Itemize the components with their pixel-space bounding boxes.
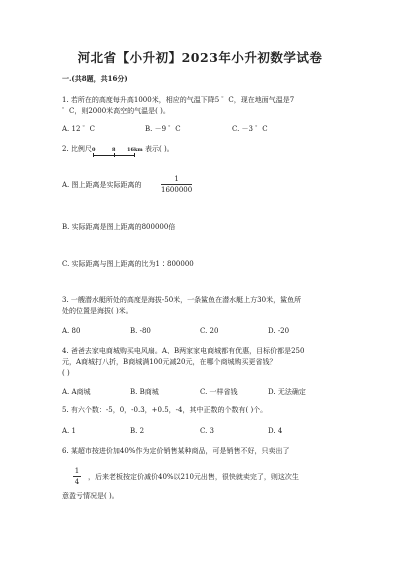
fraction-bar: [161, 184, 192, 185]
q2-option-c: C. 实际距离与图上距离的比为1∶800000: [62, 260, 194, 268]
scale-tick: [93, 153, 94, 157]
q5-option-a: A. 1: [62, 427, 76, 435]
q1-option-a: A. 12 ゜C: [62, 125, 95, 133]
q5-option-c: C. 3: [200, 427, 215, 435]
q6-line3: 意盈亏情况是( )。: [62, 492, 119, 500]
scale-label-8: 8: [112, 147, 116, 153]
q5-option-b: B. 2: [130, 427, 145, 435]
section-heading: 一.(共8题，共16分): [62, 74, 128, 83]
q1-line1: 1. 若所在的高度每升高1000米，相应的气温下降5 ゜C，现在地面气温是7: [62, 96, 295, 104]
q2-stem: 2. 比例尺: [62, 145, 92, 153]
scale-label-0: 0: [92, 147, 96, 153]
fraction-numerator: 1: [174, 175, 179, 183]
q2-tail: 表示( )。: [145, 145, 174, 153]
q4-option-d: D. 无法确定: [268, 388, 306, 396]
q4-line2: 元，A商城打八折，B商城满100元减20元，在哪个商城购买更省钱？: [62, 358, 277, 366]
q5-line1: 5. 有六个数：-5，0，-0.3，+0.5，-4，其中正数的个数有( )个。: [62, 406, 268, 414]
page-title: 河北省【小升初】2023年小升初数学试卷: [77, 50, 323, 65]
q6-line1: 6. 某超市按进价加40%作为定价销售某种商品，可是销售不好，只卖出了: [62, 447, 290, 455]
q2-option-a: A. 图上距离是实际距离的: [62, 181, 142, 189]
q1-line2: ゜C，则2000米高空的气温是( )。: [62, 107, 170, 115]
fraction-bar: [73, 476, 81, 477]
q2-option-b: B. 实际距离是图上距离的800000倍: [62, 223, 176, 231]
fraction-denominator: 4: [74, 478, 80, 486]
q1-option-c: C. －3 ゜C: [232, 125, 268, 133]
q4-line1: 4. 爸爸去家电商城购买电风扇。A、B两家家电商城都有优惠，目标价都是250: [62, 347, 305, 355]
q6-fraction: [73, 467, 81, 486]
q3-option-a: A. 80: [62, 327, 81, 335]
q3-line1: 3. 一艘潜水艇所处的高度是海拔-50米，一条鲨鱼在潜水艇上方30米，鲨鱼所: [62, 296, 302, 304]
q1-option-b: B. －9 ゜C: [145, 125, 181, 133]
scale-tick: [134, 153, 135, 157]
scale-label-16km: 16km: [127, 147, 143, 153]
fraction-denominator: 1600000: [161, 186, 193, 194]
q4-option-a: A. A商城: [62, 388, 91, 396]
q4-option-c: C. 一样省钱: [200, 388, 238, 396]
q4-line3: ( ): [62, 369, 70, 377]
q5-option-d: D. 4: [268, 427, 283, 435]
q4-option-b: B. B商城: [130, 388, 159, 396]
q3-option-b: B. -80: [130, 327, 151, 335]
q2-option-a-fraction: [161, 175, 192, 194]
scale-tick: [114, 153, 115, 157]
q3-option-c: C. 20: [200, 327, 219, 335]
q3-line2: 处的位置是海拔( )米。: [62, 307, 133, 315]
q6-line2: ，后来老板按定价减价40%以210元出售，很快就卖完了，则这次生: [88, 473, 299, 481]
scale-bar: [89, 147, 141, 163]
q3-option-d: D. -20: [268, 327, 290, 335]
fraction-numerator: 1: [74, 467, 80, 475]
